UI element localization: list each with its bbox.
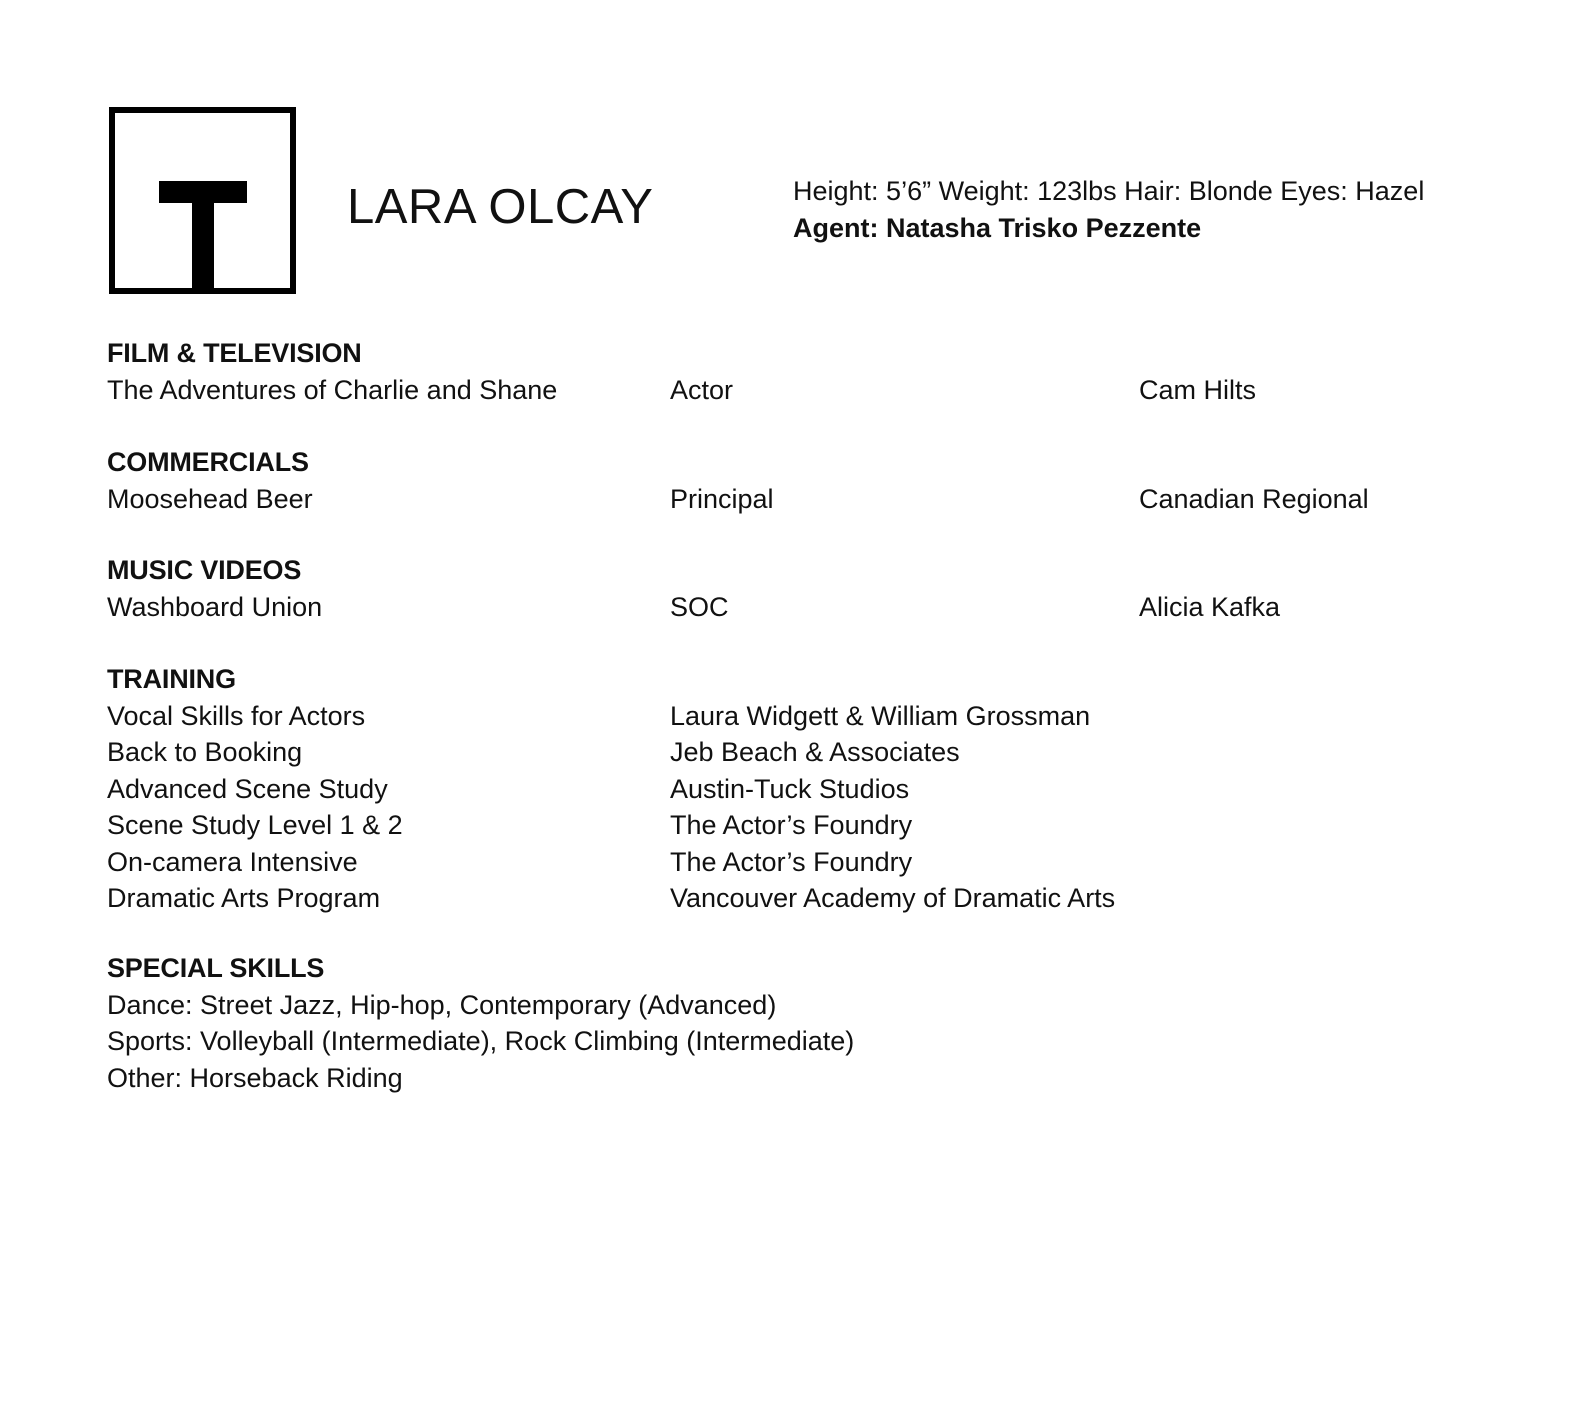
actor-stats [793, 173, 1424, 247]
credit-title: The Adventures of Charlie and Shane [107, 374, 558, 405]
credit-title: Washboard Union [107, 591, 323, 622]
training-course: Advanced Scene Study [107, 773, 388, 804]
training-course: Vocal Skills for Actors [107, 700, 366, 731]
skill-line-sports: Sports: Volleyball (Intermediate), Rock Climbing (Intermediate) [107, 1026, 855, 1056]
credit-role: Principal [670, 483, 774, 514]
section-special-skills [107, 950, 854, 1096]
training-course: On-camera Intensive [107, 846, 358, 877]
section-commercials [107, 444, 1369, 517]
section-music-videos [107, 552, 1281, 625]
credit-row [107, 481, 1369, 518]
training-school: The Actor’s Foundry [670, 846, 913, 877]
credit-director: Cam Hilts [1139, 374, 1257, 405]
section-heading: TRAINING [107, 664, 236, 694]
agent-info: Agent: Natasha Trisko Pezzente [793, 213, 1202, 243]
training-row [107, 698, 1091, 735]
training-row [107, 844, 913, 881]
training-course: Dramatic Arts Program [107, 883, 381, 913]
section-heading: COMMERCIALS [107, 447, 309, 477]
credit-role: Actor [670, 374, 734, 405]
training-row [107, 734, 960, 771]
training-school: Vancouver Academy of Dramatic Arts [670, 883, 1116, 913]
section-heading: FILM & TELEVISION [107, 338, 362, 368]
training-course: Back to Booking [107, 737, 303, 767]
training-school: Jeb Beach & Associates [670, 737, 960, 767]
credit-director: Alicia Kafka [1139, 591, 1281, 622]
credit-row [107, 589, 1281, 626]
logo-t-icon [109, 107, 296, 294]
training-school: Austin-Tuck Studios [670, 773, 910, 804]
credit-row [107, 372, 1257, 409]
training-row [107, 771, 910, 808]
section-heading: MUSIC VIDEOS [107, 555, 302, 585]
section-heading: SPECIAL SKILLS [107, 953, 325, 983]
training-row [107, 807, 913, 844]
training-course: Scene Study Level 1 & 2 [107, 810, 403, 840]
skill-line-other: Other: Horseback Riding [107, 1062, 403, 1093]
credit-role: SOC [670, 591, 729, 622]
training-school: Laura Widgett & William Grossman [670, 700, 1091, 731]
page-title: LARA OLCAY [347, 180, 654, 234]
section-training [107, 661, 1116, 917]
credit-director: Canadian Regional [1139, 483, 1369, 514]
training-row [107, 880, 1116, 917]
credit-title: Moosehead Beer [107, 483, 313, 514]
physical-stats: Height: 5’6” Weight: 123lbs Hair: Blonde Eyes: Hazel [793, 176, 1425, 206]
skill-line-dance: Dance: Street Jazz, Hip-hop, Contemporary (Advanced) [107, 989, 777, 1020]
training-school: The Actor’s Foundry [670, 810, 913, 840]
section-film-television [107, 335, 1257, 408]
